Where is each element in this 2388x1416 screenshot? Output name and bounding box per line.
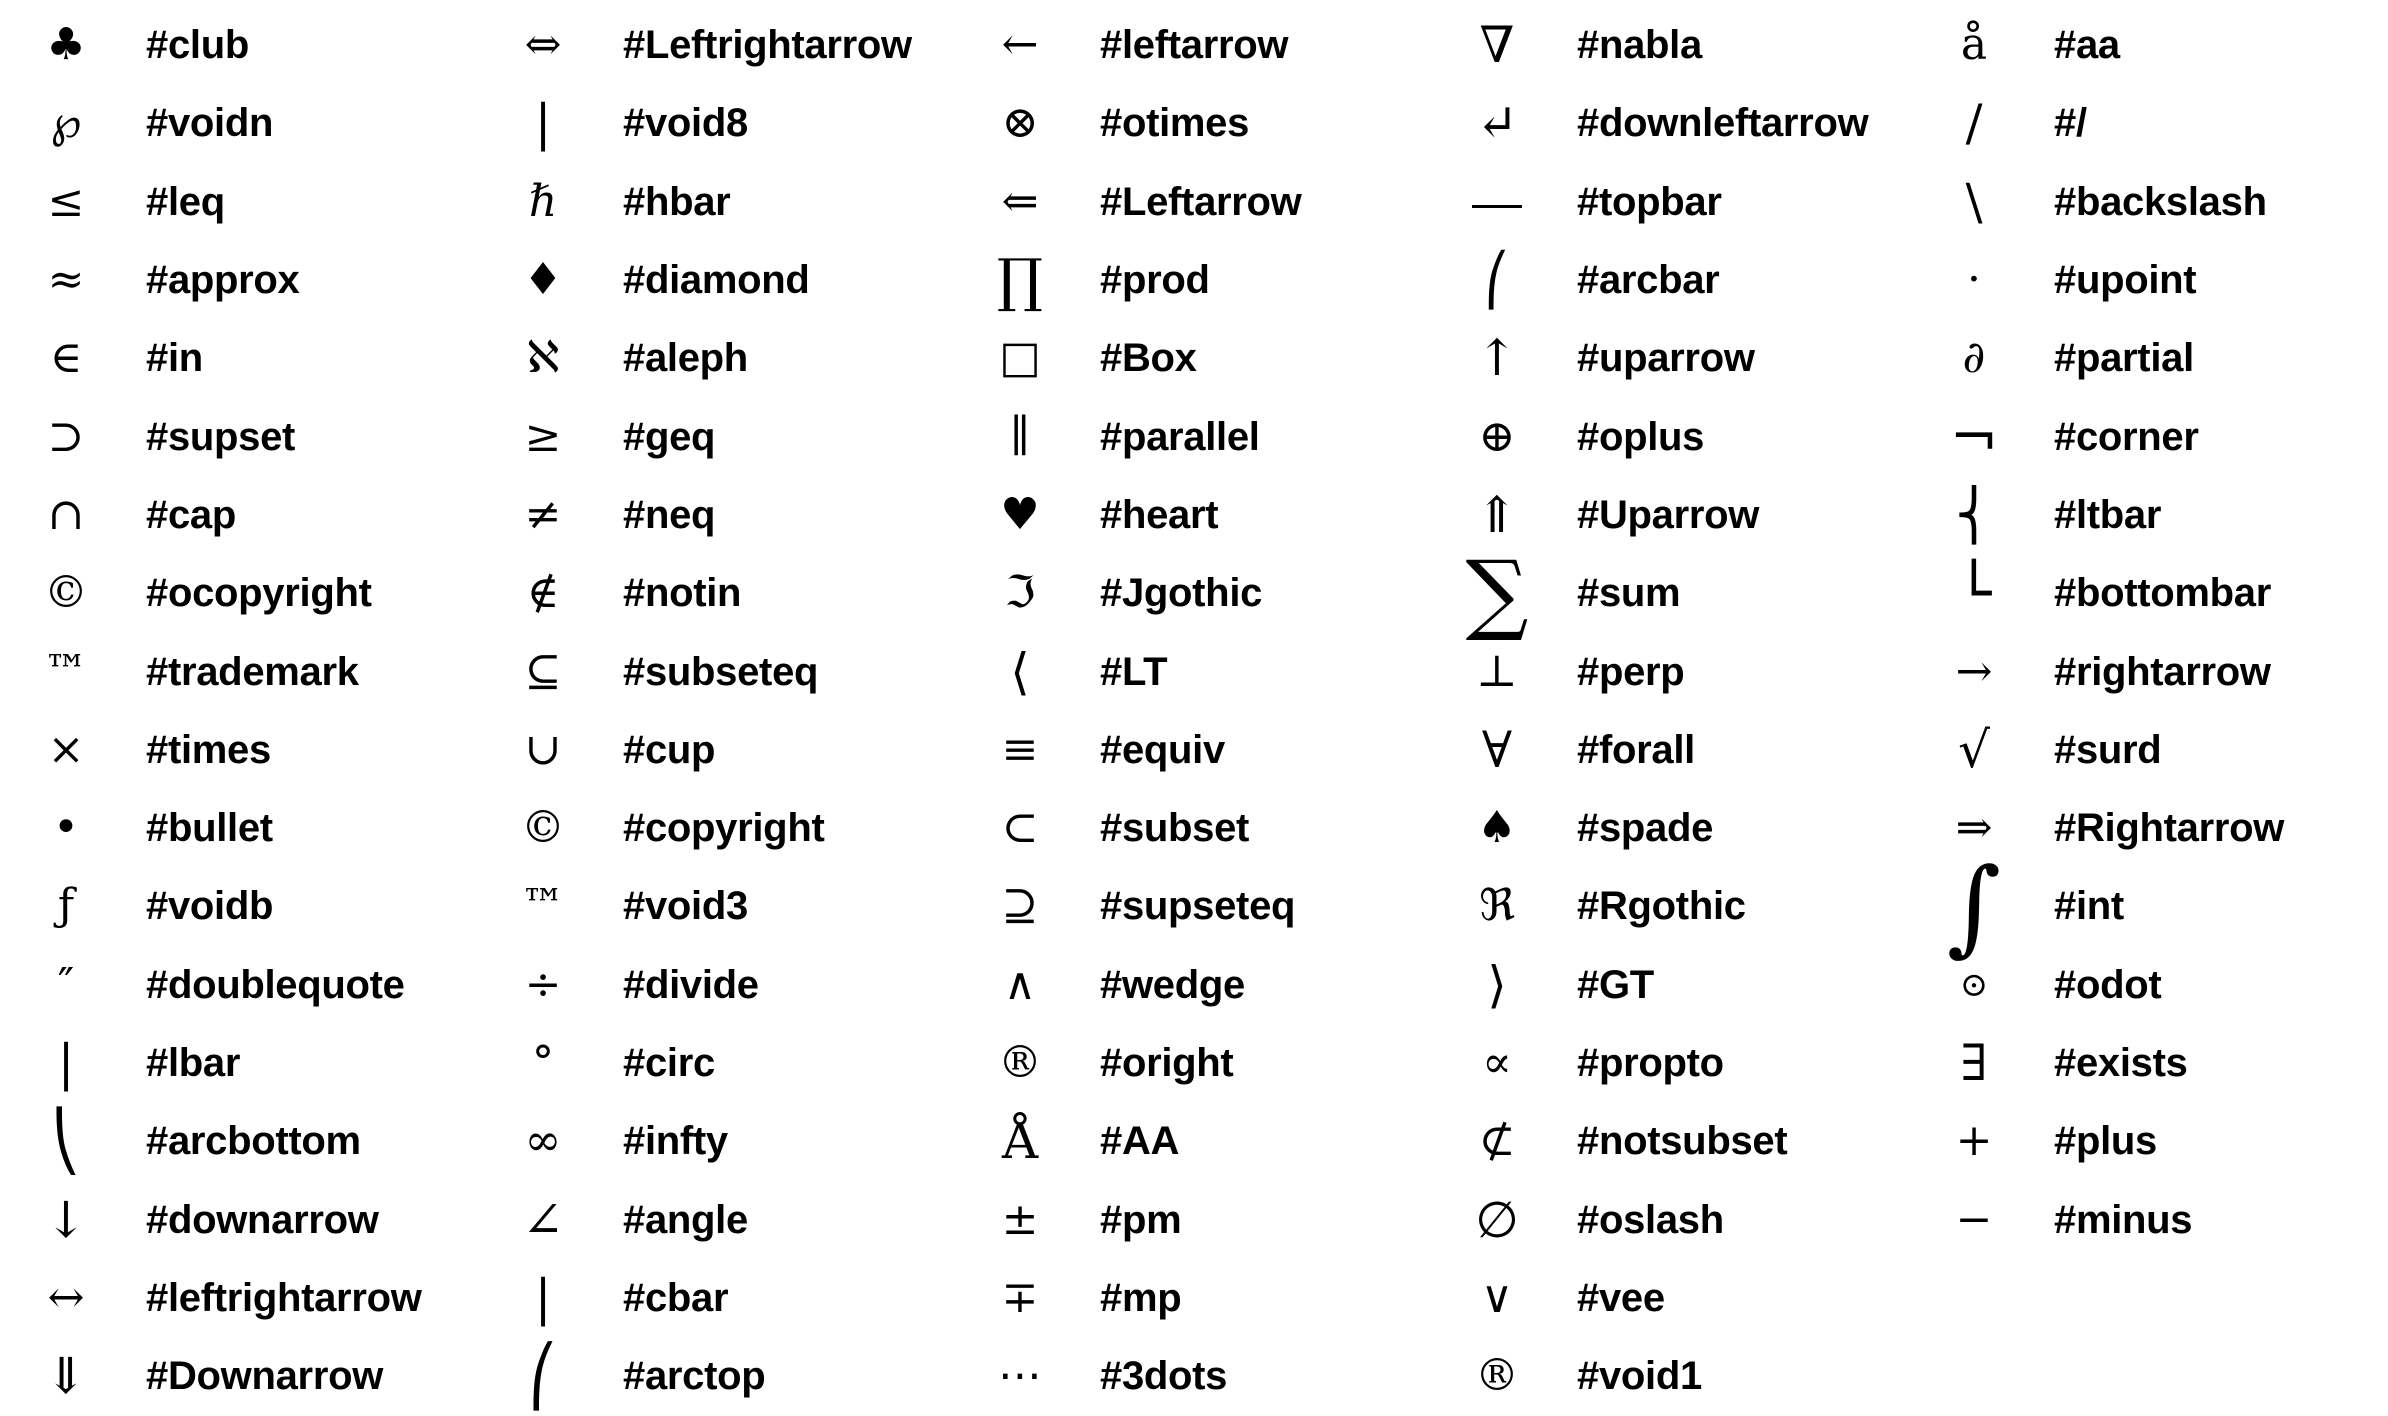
subset-icon: ⊂ — [1001, 802, 1039, 854]
symbol-name-label: #exists — [2054, 1041, 2188, 1085]
symbol-name-label: #oslash — [1577, 1197, 1724, 1242]
symbol-row — [485, 6, 962, 84]
symbol-row — [1916, 1180, 2388, 1258]
hbar-icon: ℏ — [528, 175, 558, 227]
symbol-row — [1916, 554, 2388, 632]
symbol-row — [1916, 845, 2388, 968]
symbol-row — [1439, 163, 1916, 241]
plus-icon: + — [1955, 1115, 1993, 1167]
symbol-name-label: #leftarrow — [1100, 23, 1289, 68]
symbol-row — [485, 632, 962, 710]
odot-icon: ⊙ — [1959, 964, 1989, 1005]
symbol-name-label: #forall — [1577, 727, 1695, 772]
symbol-row — [8, 84, 485, 162]
box-icon: □ — [999, 332, 1041, 384]
symbol-name-label: #Rgothic — [1577, 884, 1746, 929]
forall-icon: ∀ — [1481, 720, 1513, 779]
symbol-name-label: #perp — [1577, 649, 1685, 694]
symbol-row — [962, 1337, 1439, 1415]
slash-icon: ∕ — [1965, 94, 1983, 153]
symbol-row — [8, 711, 485, 789]
symbol-name-label: #vee — [1577, 1275, 1665, 1320]
symbol-name-label: #hbar — [623, 179, 731, 224]
copyright-icon: © — [521, 802, 565, 854]
int-icon: ∫ — [1946, 845, 2002, 968]
symbol-row — [485, 476, 962, 554]
symbol-name-label: #/ — [2054, 101, 2087, 146]
diamond-icon: ♦ — [523, 254, 563, 306]
leftarrow-icon: ← — [1001, 19, 1039, 71]
symbol-column — [1439, 6, 1916, 1415]
symbol-name-label: #Uparrow — [1577, 492, 1760, 537]
leq-icon: ≤ — [47, 175, 85, 227]
symbol-name-label: #void8 — [623, 101, 748, 146]
symbol-row — [8, 1024, 485, 1102]
voidn-icon: ℘ — [50, 97, 82, 149]
symbol-row — [485, 319, 962, 397]
symbol-name-label: #int — [2054, 884, 2124, 929]
vee-icon: ∨ — [1480, 1271, 1514, 1323]
symbol-name-label: #aa — [2054, 23, 2120, 68]
symbol-name-label: #diamond — [623, 258, 810, 303]
subseteq-icon: ⊆ — [524, 645, 562, 697]
symbol-row — [8, 163, 485, 241]
symbol-row — [962, 946, 1439, 1024]
symbol-row — [1439, 319, 1916, 397]
downarrow-icon: ↓ — [45, 1190, 87, 1249]
symbol-row — [1439, 241, 1916, 319]
symbol-name-label: #geq — [623, 414, 716, 459]
symbol-row — [8, 476, 485, 554]
voidb-icon: ƒ — [57, 880, 75, 932]
symbol-column — [962, 6, 1439, 1415]
symbol-row — [8, 554, 485, 632]
symbol-row — [1439, 84, 1916, 162]
symbol-name-label: #Leftrightarrow — [623, 23, 912, 68]
symbol-row — [1916, 476, 2388, 554]
symbol-row — [485, 1259, 962, 1337]
symbol-name-label: #ltbar — [2054, 492, 2162, 537]
symbol-row — [1439, 1024, 1916, 1102]
threedots-icon: ⋯ — [998, 1350, 1042, 1402]
symbol-row — [485, 397, 962, 475]
symbol-name-label: #supset — [146, 414, 296, 459]
symbol-row — [962, 476, 1439, 554]
nabla-icon: ∇ — [1479, 16, 1515, 75]
symbol-row — [962, 1102, 1439, 1180]
pm-icon: ± — [1001, 1193, 1039, 1245]
symbol-name-label: #aleph — [623, 336, 748, 381]
symbol-name-label: #divide — [623, 962, 759, 1007]
symbol-name-label: #arcbottom — [146, 1119, 361, 1164]
void8-icon: | — [534, 94, 552, 153]
jgothic-icon: ℑ — [1004, 567, 1036, 619]
circ-icon: ° — [532, 1037, 554, 1088]
symbol-row — [485, 1024, 962, 1102]
symbol-name-label: #lbar — [146, 1041, 241, 1085]
symbol-name-label: #topbar — [1577, 179, 1722, 224]
lt-icon: ⟨ — [1010, 642, 1030, 701]
backslash-icon: \ — [1965, 172, 1983, 231]
symbol-row — [8, 1259, 485, 1337]
downarrow-double-icon: ⇓ — [45, 1347, 87, 1406]
symbol-row — [1439, 789, 1916, 867]
symbol-row — [1439, 867, 1916, 945]
symbol-name-label: #trademark — [146, 649, 359, 694]
symbol-name-label: #wedge — [1100, 962, 1245, 1007]
symbol-row — [8, 946, 485, 1024]
symbol-row — [8, 1102, 485, 1180]
symbol-name-label: #prod — [1100, 258, 1210, 303]
symbol-row — [1439, 632, 1916, 710]
symbol-name-label: #Leftarrow — [1100, 179, 1302, 224]
symbol-name-label: #3dots — [1100, 1354, 1228, 1399]
symbol-name-label: #subset — [1100, 806, 1250, 851]
symbol-row — [1439, 711, 1916, 789]
corner-icon: ¬ — [1949, 402, 1999, 471]
arcbottom-icon: ⎝ — [51, 1107, 81, 1176]
supset-icon: ⊃ — [47, 410, 85, 462]
symbol-name-label: #in — [146, 336, 203, 381]
symbol-name-label: #voidn — [146, 101, 274, 146]
symbol-row — [1439, 946, 1916, 1024]
symbol-row — [1916, 241, 2388, 319]
cap-icon: ∩ — [47, 488, 85, 540]
symbol-column — [485, 6, 962, 1415]
wedge-icon: ∧ — [1003, 958, 1037, 1010]
symbol-name-label: #Jgothic — [1100, 571, 1263, 616]
symbol-row — [962, 789, 1439, 867]
symbol-row — [485, 241, 962, 319]
symbol-row — [8, 867, 485, 945]
oright-icon: ® — [998, 1037, 1042, 1088]
symbol-name-label: #AA — [1100, 1119, 1180, 1164]
lbar-icon: | — [57, 1034, 75, 1092]
perp-icon: ⊥ — [1476, 645, 1518, 697]
trademark-icon: ™ — [44, 645, 88, 697]
symbol-name-label: #subseteq — [623, 649, 819, 694]
approx-icon: ≈ — [47, 254, 85, 306]
symbol-name-label: #circ — [623, 1041, 715, 1085]
symbol-row — [1916, 711, 2388, 789]
symbol-name-label: #backslash — [2054, 179, 2267, 224]
symbol-row — [962, 397, 1439, 475]
symbol-name-label: #heart — [1100, 492, 1219, 537]
symbol-name-label: #oright — [1100, 1041, 1234, 1085]
symbol-name-label: #upoint — [2054, 258, 2197, 303]
symbol-name-label: #notin — [623, 571, 742, 616]
symbol-name-label: #infty — [623, 1119, 728, 1164]
symbol-row — [485, 1102, 962, 1180]
downleftarrow-icon: ↵ — [1476, 94, 1518, 153]
ltbar-icon: ⎨ — [1955, 485, 1993, 544]
divide-icon: ÷ — [524, 958, 562, 1010]
symbol-name-label: #supseteq — [1100, 884, 1296, 929]
symbol-row — [8, 6, 485, 84]
symbol-row — [1439, 541, 1916, 645]
symbol-row — [962, 632, 1439, 710]
symbol-name-label: #GT — [1577, 962, 1654, 1007]
symbol-name-label: #bottombar — [2054, 571, 2272, 616]
symbol-row — [8, 1180, 485, 1258]
symbol-name-label: #notsubset — [1577, 1119, 1788, 1164]
symbol-name-label: #cbar — [623, 1275, 729, 1320]
symbol-row — [1916, 6, 2388, 84]
aa-icon: å — [1960, 19, 1988, 71]
symbol-name-label: #void1 — [1577, 1354, 1702, 1399]
rightarrow-double-icon: ⇒ — [1955, 802, 1993, 854]
symbol-name-label: #leq — [146, 179, 225, 224]
symbol-name-label: #uparrow — [1577, 336, 1755, 381]
symbol-row — [485, 946, 962, 1024]
symbol-name-label: #partial — [2054, 336, 2194, 381]
mp-icon: ∓ — [1001, 1271, 1039, 1323]
oplus-icon: ⊕ — [1478, 410, 1516, 462]
void3-icon: ™ — [521, 880, 565, 932]
symbol-name-label: #propto — [1577, 1041, 1724, 1085]
partial-icon: ∂ — [1962, 332, 1986, 384]
prod-icon: ∏ — [996, 246, 1044, 315]
symbol-name-label: #otimes — [1100, 101, 1250, 146]
symbol-row — [1916, 632, 2388, 710]
geq-icon: ≥ — [524, 410, 562, 462]
rightarrow-icon: → — [1955, 645, 1993, 697]
leftarrow-double-icon: ⇐ — [1001, 175, 1039, 227]
symbol-row — [8, 397, 485, 475]
symbol-row — [962, 867, 1439, 945]
symbol-name-label: #mp — [1100, 1275, 1182, 1320]
symbol-row — [8, 1337, 485, 1415]
symbol-name-label: #doublequote — [146, 962, 405, 1007]
symbol-row — [8, 319, 485, 397]
minus-icon: − — [1955, 1193, 1993, 1245]
parallel-icon: ∥ — [1009, 410, 1031, 462]
symbol-name-label: #equiv — [1100, 727, 1225, 772]
symbol-name-label: #LT — [1100, 649, 1168, 694]
symbol-name-label: #Rightarrow — [2054, 806, 2285, 851]
surd-icon: √ — [1958, 720, 1990, 779]
symbol-name-label: #corner — [2054, 414, 2199, 459]
symbol-name-label: #sum — [1577, 571, 1681, 616]
symbol-name-label: #arctop — [623, 1354, 766, 1399]
symbol-name-label: #downarrow — [146, 1197, 379, 1242]
symbol-name-label: #pm — [1100, 1197, 1182, 1242]
symbol-name-label: #spade — [1577, 806, 1714, 851]
symbol-row — [962, 6, 1439, 84]
symbol-name-label: #odot — [2054, 962, 2162, 1007]
sum-icon: ∑ — [1465, 541, 1529, 645]
leftrightarrow-icon: ↔ — [47, 1271, 85, 1323]
ocopyright-icon: © — [44, 567, 88, 619]
arcbar-icon: ⎛ — [1484, 251, 1510, 310]
cup-icon: ∪ — [524, 723, 562, 775]
symbol-name-label: #void3 — [623, 884, 748, 929]
symbol-row — [1916, 946, 2388, 1024]
leftrightarrow-double-icon: ⇔ — [524, 19, 562, 71]
symbol-row — [1439, 1259, 1916, 1337]
rgothic-icon: ℜ — [1479, 880, 1515, 932]
symbol-name-label: #minus — [2054, 1197, 2193, 1242]
symbol-row — [485, 554, 962, 632]
symbol-row — [1439, 397, 1916, 475]
symbol-row — [1916, 397, 2388, 475]
symbol-name-label: #Box — [1100, 336, 1197, 381]
club-icon: ♣ — [46, 19, 86, 71]
uparrow-icon: ↑ — [1476, 329, 1518, 388]
angle-icon: ∠ — [522, 1190, 564, 1249]
symbol-row — [485, 84, 962, 162]
symbol-row — [485, 867, 962, 945]
symbol-row — [962, 84, 1439, 162]
infty-icon: ∞ — [524, 1115, 562, 1167]
notin-icon: ∉ — [526, 567, 560, 619]
symbol-row — [962, 1180, 1439, 1258]
symbol-name-label: #copyright — [623, 806, 825, 851]
symbol-row — [1439, 6, 1916, 84]
symbol-name-label: #surd — [2054, 727, 2162, 772]
otimes-icon: ⊗ — [1001, 97, 1039, 149]
symbol-row — [485, 1180, 962, 1258]
symbol-row — [962, 711, 1439, 789]
void1-icon: ® — [1475, 1350, 1519, 1402]
symbol-name-label: #cup — [623, 727, 716, 772]
arctop-icon: ⎛ — [528, 1342, 558, 1411]
symbol-name-label: #arcbar — [1577, 258, 1720, 303]
symbol-name-label: #times — [146, 727, 271, 772]
symbol-row — [8, 632, 485, 710]
symbol-name-label: #angle — [623, 1197, 748, 1242]
symbol-name-label: #neq — [623, 492, 716, 537]
symbol-row — [485, 1337, 962, 1415]
symbol-row — [485, 163, 962, 241]
symbol-row — [1439, 1337, 1916, 1415]
symbol-name-label: #leftrightarrow — [146, 1275, 422, 1320]
symbol-row — [962, 1259, 1439, 1337]
symbol-row — [8, 789, 485, 867]
symbol-name-label: #voidb — [146, 884, 274, 929]
cbar-icon: | — [534, 1268, 552, 1327]
symbol-name-label: #approx — [146, 258, 300, 303]
symbol-name-label: #bullet — [146, 806, 273, 851]
aleph-icon: ℵ — [526, 332, 560, 384]
symbol-row — [962, 241, 1439, 319]
uparrow-double-icon: ⇑ — [1476, 485, 1518, 544]
topbar-icon: ⎯⎯ — [1472, 172, 1522, 231]
symbol-row — [962, 163, 1439, 241]
times-icon: × — [47, 723, 85, 775]
bullet-icon: • — [53, 802, 79, 854]
symbol-row — [485, 789, 962, 867]
upoint-icon: · — [1967, 254, 1981, 306]
symbol-row — [8, 241, 485, 319]
symbol-row — [1916, 1024, 2388, 1102]
symbol-row — [962, 554, 1439, 632]
symbol-row — [1916, 84, 2388, 162]
symbol-row — [962, 1024, 1439, 1102]
bottombar-icon: └ — [1956, 559, 1992, 628]
doublequote-icon: ″ — [57, 958, 75, 1010]
gt-icon: ⟩ — [1487, 955, 1507, 1014]
propto-icon: ∝ — [1482, 1037, 1512, 1088]
equiv-icon: ≡ — [1001, 723, 1039, 775]
spade-icon: ♠ — [1477, 802, 1517, 854]
symbol-name-label: #nabla — [1577, 23, 1702, 68]
notsubset-icon: ⊄ — [1478, 1115, 1516, 1167]
symbol-row — [1916, 319, 2388, 397]
symbol-name-label: #ocopyright — [146, 571, 372, 616]
heart-icon: ♥ — [1000, 488, 1040, 540]
symbol-name-label: #oplus — [1577, 414, 1705, 459]
symbol-row — [962, 319, 1439, 397]
symbol-row — [1439, 1102, 1916, 1180]
oslash-icon: ∅ — [1475, 1190, 1519, 1249]
symbol-row — [1916, 1102, 2388, 1180]
symbol-column — [1916, 6, 2388, 1415]
symbol-column — [8, 6, 485, 1415]
symbol-name-label: #cap — [146, 492, 236, 537]
aa-capital-icon: Å — [1001, 1112, 1039, 1171]
exists-icon: ∃ — [1960, 1034, 1988, 1092]
symbol-name-label: #plus — [2054, 1119, 2157, 1164]
symbol-name-label: #parallel — [1100, 414, 1260, 459]
symbol-name-label: #downleftarrow — [1577, 101, 1869, 146]
in-icon: ∈ — [49, 332, 83, 384]
symbol-row — [1916, 163, 2388, 241]
symbol-row — [1439, 1180, 1916, 1258]
supseteq-icon: ⊇ — [1001, 880, 1039, 932]
symbol-name-label: #Downarrow — [146, 1354, 384, 1399]
symbol-row — [485, 711, 962, 789]
symbol-name-label: #rightarrow — [2054, 649, 2271, 694]
symbol-name-label: #club — [146, 23, 249, 68]
neq-icon: ≠ — [524, 488, 562, 540]
